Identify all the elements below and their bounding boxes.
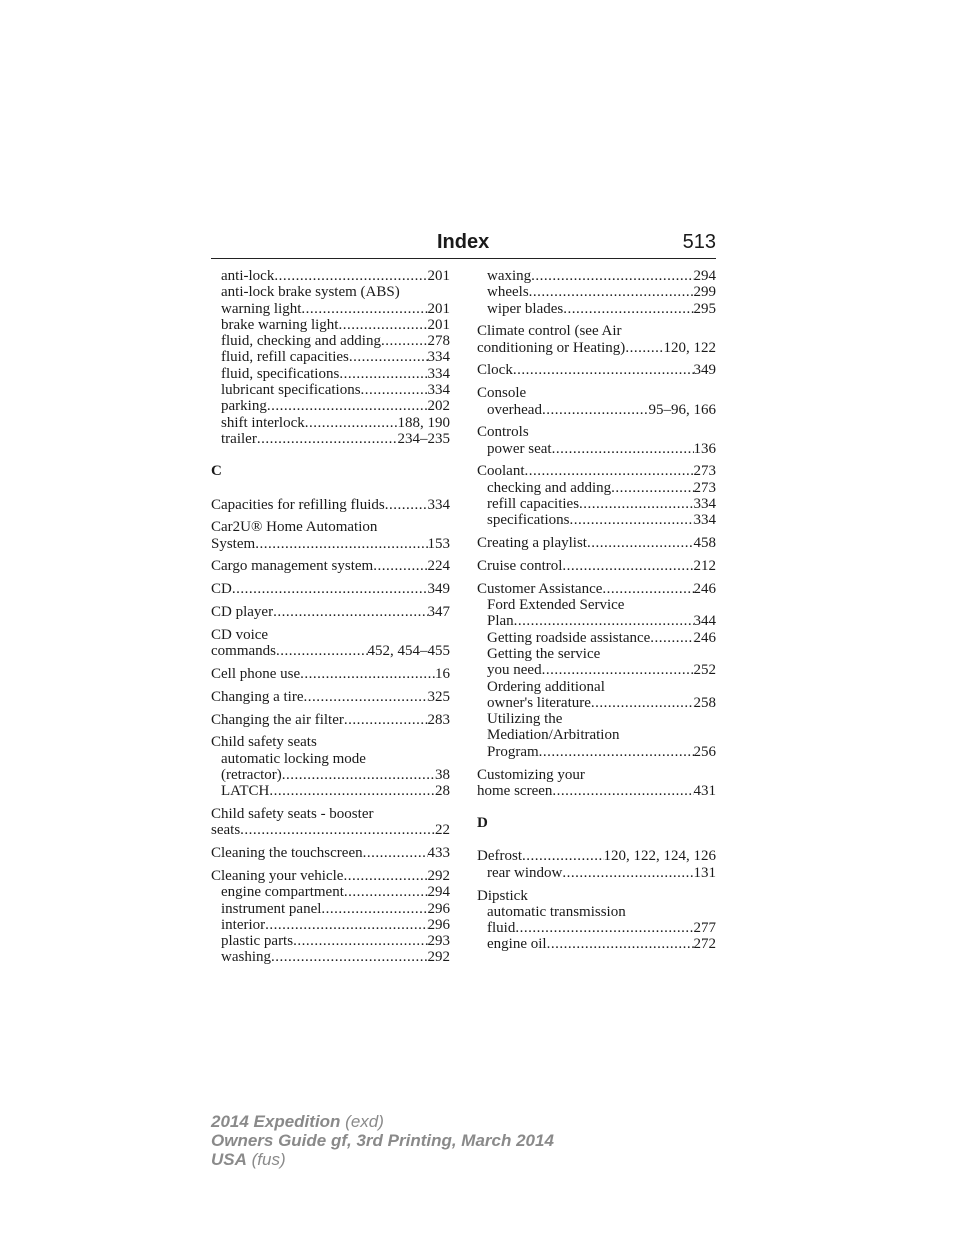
index-entry-page: 278 [427, 333, 450, 350]
index-entry-page: 272 [693, 936, 716, 953]
dot-leader [361, 382, 428, 398]
index-entry-page: 349 [427, 581, 450, 598]
index-entry [211, 398, 450, 414]
index-entry-page: 334 [427, 496, 450, 513]
index-entry [477, 581, 716, 597]
dot-leader [569, 512, 693, 528]
index-entry-term: System [211, 535, 256, 552]
index-entry [477, 424, 716, 440]
dot-leader [293, 933, 427, 949]
index-entry-term: anti-lock brake system (ABS) [221, 284, 400, 301]
footer-market-code: (fus) [251, 1150, 286, 1169]
index-entry-term: (retractor) [221, 766, 282, 783]
index-entry-page: 234–235 [397, 430, 450, 447]
index-entry-term: fluid, specifications [221, 365, 340, 382]
index-entry [477, 646, 716, 662]
index-entry-page: 458 [693, 535, 716, 552]
index-entry-page: 28 [435, 783, 450, 800]
index-entry-term: Utilizing the [487, 711, 563, 728]
index-entry-term: Defrost [477, 848, 522, 865]
dot-leader [529, 284, 694, 300]
dot-leader [381, 333, 428, 349]
dot-leader [301, 301, 427, 317]
index-entry-page: 293 [427, 933, 450, 950]
index-entry-page: 202 [427, 398, 450, 415]
index-entry [211, 581, 450, 597]
index-entry [477, 865, 716, 881]
index-entry [477, 496, 716, 512]
index-entry-term: anti-lock [221, 268, 275, 284]
index-entry [477, 268, 716, 284]
index-entry [211, 349, 450, 365]
footer-market: USA [211, 1150, 247, 1169]
dot-leader [282, 767, 435, 783]
index-entry [477, 613, 716, 629]
index-entry [477, 783, 716, 799]
index-entry-term: Customer Assistance [477, 580, 603, 597]
index-entry [211, 604, 450, 620]
index-entry-term: refill capacities [487, 496, 580, 513]
dot-leader [274, 268, 427, 284]
index-entry-page: 334 [427, 365, 450, 382]
index-entry-term: rear window [487, 864, 563, 881]
index-entry-page: 153 [427, 535, 450, 552]
index-entry-page: 136 [693, 440, 716, 457]
index-entry-page: 131 [693, 864, 716, 881]
index-entry-page: 188, 190 [397, 414, 450, 431]
index-entry [211, 643, 450, 659]
index-entry-term: Climate control (see Air [477, 323, 622, 340]
index-entry [477, 402, 716, 418]
index-entry [211, 917, 450, 933]
dot-leader [563, 301, 693, 317]
footer-line-3 [211, 1150, 554, 1169]
index-entry [477, 463, 716, 479]
index-entry-term: engine oil [487, 936, 547, 953]
dot-leader [344, 884, 428, 900]
index-entry [211, 268, 450, 284]
index-entry-page: 212 [693, 557, 716, 574]
index-entry [477, 711, 716, 727]
index-entry [211, 806, 450, 822]
index-entry [211, 301, 450, 317]
index-entry-term: Getting the service [487, 645, 601, 662]
index-entry-page: 273 [693, 463, 716, 480]
index-entry [211, 949, 450, 965]
header-rule [211, 258, 716, 259]
index-entry [477, 597, 716, 613]
dot-leader [611, 480, 693, 496]
index-entry-term: Console [477, 385, 527, 402]
index-entry-term: conditioning or Heating) [477, 339, 626, 356]
index-entry-term: Ordering additional [487, 678, 605, 695]
index-letter-heading: D [477, 815, 488, 832]
index-entry-page: 246 [693, 629, 716, 646]
index-entry [477, 301, 716, 317]
dot-leader [269, 783, 435, 799]
index-entry [477, 284, 716, 300]
dot-leader [514, 613, 694, 629]
index-entry [477, 535, 716, 551]
dot-leader [271, 949, 428, 965]
dot-leader [562, 558, 693, 574]
index-entry [477, 679, 716, 695]
index-entry-page: 294 [693, 268, 716, 284]
index-entry-term: wiper blades [487, 300, 564, 317]
index-entry [477, 340, 716, 356]
dot-leader [579, 496, 693, 512]
index-entry [211, 284, 450, 300]
index-entry [477, 848, 716, 864]
page-number: 513 [682, 231, 716, 253]
index-entry-page: 295 [693, 300, 716, 317]
footer-model: 2014 Expedition [211, 1112, 341, 1131]
index-entry-term: Coolant [477, 463, 525, 480]
index-entry [211, 536, 450, 552]
index-entry [211, 734, 450, 750]
index-entry [477, 323, 716, 339]
index-entry-term: Controls [477, 424, 529, 441]
footer-line-1 [211, 1112, 554, 1131]
index-entry [211, 558, 450, 574]
index-entry-term: commands [211, 643, 276, 660]
index-entry-term: Child safety seats - booster [211, 806, 374, 823]
dot-leader [255, 536, 427, 552]
dot-leader [525, 463, 694, 479]
index-entry-page: 296 [427, 900, 450, 917]
index-entry-page: 246 [693, 580, 716, 597]
index-entry [477, 480, 716, 496]
index-entry [477, 727, 716, 743]
index-entry-page: 294 [427, 884, 450, 901]
index-entry-page: 120, 122 [663, 339, 716, 356]
index-entry-page: 201 [427, 300, 450, 317]
index-entry [211, 783, 450, 799]
index-entry-page: 334 [427, 349, 450, 366]
dot-leader [602, 581, 693, 597]
dot-leader [522, 848, 604, 864]
index-entry-term: Program [487, 743, 539, 760]
index-entry-term: CD player [211, 604, 274, 621]
dot-leader [300, 666, 435, 682]
dot-leader [338, 317, 427, 333]
index-entry-page: 299 [693, 284, 716, 301]
index-entry [477, 936, 716, 952]
index-entry [477, 558, 716, 574]
index-entry-page: 292 [427, 867, 450, 884]
index-entry-term: Getting roadside assistance [487, 629, 651, 646]
index-entry-term: LATCH [221, 783, 270, 800]
index-entry-page: 277 [693, 920, 716, 937]
index-entry [477, 888, 716, 904]
index-entry [211, 497, 450, 513]
index-entry-page: 325 [427, 688, 450, 705]
footer [211, 1112, 554, 1169]
index-entry-page: 431 [693, 782, 716, 799]
index-entry-term: Car2U® Home Automation [211, 519, 378, 536]
index-entry-term: Cruise control [477, 557, 563, 574]
index-entry-term: warning light [221, 300, 302, 317]
index-entry-term: instrument panel [221, 900, 322, 917]
index-entry-page: 22 [435, 822, 450, 839]
index-entry-term: power seat [487, 440, 552, 457]
index-entry-term: interior [221, 916, 266, 933]
index-entry-term: engine compartment [221, 884, 344, 901]
index-entry [477, 695, 716, 711]
dot-leader [587, 535, 694, 551]
index-entry [211, 366, 450, 382]
index-entry [211, 884, 450, 900]
index-entry-page: 201 [427, 316, 450, 333]
index-entry-page: 349 [693, 362, 716, 379]
index-entry-term: owner's literature [487, 694, 591, 711]
dot-leader [562, 865, 693, 881]
index-entry-page: 16 [435, 665, 450, 682]
index-entry [477, 744, 716, 760]
dot-leader [625, 340, 663, 356]
dot-leader [531, 268, 693, 284]
dot-leader [513, 362, 694, 378]
index-entry-term: Child safety seats [211, 734, 317, 751]
index-entry-term: Dipstick [477, 887, 528, 904]
dot-leader [344, 712, 428, 728]
dot-leader [321, 901, 427, 917]
index-entry [477, 362, 716, 378]
index-entry [211, 712, 450, 728]
index-entry [477, 920, 716, 936]
index-entry-term: seats [211, 822, 241, 839]
dot-leader [385, 497, 428, 513]
dot-leader [552, 441, 694, 457]
index-entry-term: checking and adding [487, 479, 612, 496]
index-entry-page: 334 [427, 382, 450, 399]
index-entry [477, 662, 716, 678]
index-entry-term: washing [221, 949, 271, 966]
index-entry [211, 382, 450, 398]
index-entry-page: 256 [693, 743, 716, 760]
index-entry-term: parking [221, 398, 267, 415]
index-entry-page: 344 [693, 613, 716, 630]
index-entry-page: 95–96, 166 [648, 401, 716, 418]
index-letter-heading: C [211, 463, 222, 480]
index-entry-page: 283 [427, 711, 450, 728]
index-entry-term: Creating a playlist [477, 535, 587, 552]
index-entry [477, 630, 716, 646]
page-title: Index [437, 231, 490, 253]
dot-leader [267, 398, 428, 414]
dot-leader [650, 630, 693, 646]
dot-leader [542, 662, 694, 678]
index-entry [211, 751, 450, 767]
index-entry-term: shift interlock [221, 414, 305, 431]
index-entry-page: 433 [427, 845, 450, 862]
index-column-right [477, 268, 716, 953]
index-entry-term: CD [211, 581, 232, 598]
index-entry-term: automatic transmission [487, 903, 626, 920]
index-entry [211, 901, 450, 917]
index-entry-page: 347 [427, 604, 450, 621]
index-entry-page: 273 [693, 479, 716, 496]
index-entry [211, 845, 450, 861]
index-entry [211, 333, 450, 349]
dot-leader [265, 917, 427, 933]
dot-leader [339, 366, 427, 382]
index-entry-page: 292 [427, 949, 450, 966]
index-entry-page: 120, 122, 124, 126 [603, 848, 716, 865]
index-entry-term: Customizing your [477, 766, 585, 783]
index-entry-term: home screen [477, 782, 553, 799]
index-entry-term: fluid, checking and adding [221, 333, 381, 350]
index-entry [211, 317, 450, 333]
index-entry-term: fluid [487, 920, 516, 937]
index-entry [211, 689, 450, 705]
index-entry [211, 666, 450, 682]
page-header [211, 229, 716, 256]
dot-leader [305, 415, 398, 431]
dot-leader [257, 431, 398, 447]
index-entry-term: Clock [477, 362, 513, 379]
index-entry-term: Ford Extended Service [487, 597, 625, 614]
index-entry-term: lubricant specifications [221, 382, 361, 399]
dot-leader [232, 581, 428, 597]
dot-leader [539, 744, 694, 760]
index-entry [477, 512, 716, 528]
index-entry [477, 904, 716, 920]
index-entry [477, 385, 716, 401]
index-entry [211, 627, 450, 643]
index-entry-term: wheels [487, 284, 529, 301]
index-entry-term: overhead [487, 401, 542, 418]
index-entry-page: 224 [427, 558, 450, 575]
footer-line-2: Owners Guide gf, 3rd Printing, March 2014 [211, 1131, 554, 1150]
index-column-left [211, 268, 450, 966]
dot-leader [240, 822, 435, 838]
index-entry-term: plastic parts [221, 933, 294, 950]
dot-leader [542, 402, 649, 418]
index-entry-page: 252 [693, 662, 716, 679]
index-entry-term: Cleaning the touchscreen [211, 845, 363, 862]
index-entry-page: 296 [427, 916, 450, 933]
dot-leader [343, 868, 427, 884]
dot-leader [547, 936, 694, 952]
index-entry-term: brake warning light [221, 316, 339, 333]
dot-leader [273, 604, 427, 620]
index-entry-page: 452, 454–455 [367, 643, 450, 660]
index-entry [211, 431, 450, 447]
dot-leader [373, 558, 427, 574]
index-entry-term: Plan [487, 613, 514, 630]
index-entry-term: Cleaning your vehicle [211, 867, 344, 884]
index-entry-term: specifications [487, 512, 570, 529]
index-entry [211, 933, 450, 949]
index-entry-term: Cargo management system [211, 558, 374, 575]
index-entry-term: you need [487, 662, 542, 679]
dot-leader [515, 920, 693, 936]
dot-leader [349, 349, 428, 365]
index-entry-page: 258 [693, 694, 716, 711]
index-entry [211, 868, 450, 884]
dot-leader [552, 783, 693, 799]
index-entry-page: 38 [435, 766, 450, 783]
index-entry-term: waxing [487, 268, 532, 284]
index-entry-term: automatic locking mode [221, 750, 366, 767]
index-entry-page: 201 [427, 268, 450, 284]
index-entry-term: Cell phone use [211, 665, 301, 682]
index-entry [211, 415, 450, 431]
index-entry [211, 767, 450, 783]
index-entry [477, 441, 716, 457]
index-entry-page: 334 [693, 512, 716, 529]
index-entry [211, 519, 450, 535]
index-entry-term: fluid, refill capacities [221, 349, 349, 366]
dot-leader [303, 689, 427, 705]
index-entry-term: CD voice [211, 626, 269, 643]
index-entry-term: Capacities for refilling fluids [211, 496, 385, 513]
index-entry-term: trailer [221, 430, 257, 447]
dot-leader [276, 643, 368, 659]
index-entry-term: Mediation/Arbitration [487, 727, 620, 744]
index-entry-page: 334 [693, 496, 716, 513]
footer-model-code: (exd) [345, 1112, 384, 1131]
index-entry-term: Changing the air filter [211, 711, 344, 728]
index-entry [211, 822, 450, 838]
index-entry-term: Changing a tire [211, 688, 304, 705]
index-entry [477, 767, 716, 783]
dot-leader [591, 695, 694, 711]
dot-leader [363, 845, 428, 861]
